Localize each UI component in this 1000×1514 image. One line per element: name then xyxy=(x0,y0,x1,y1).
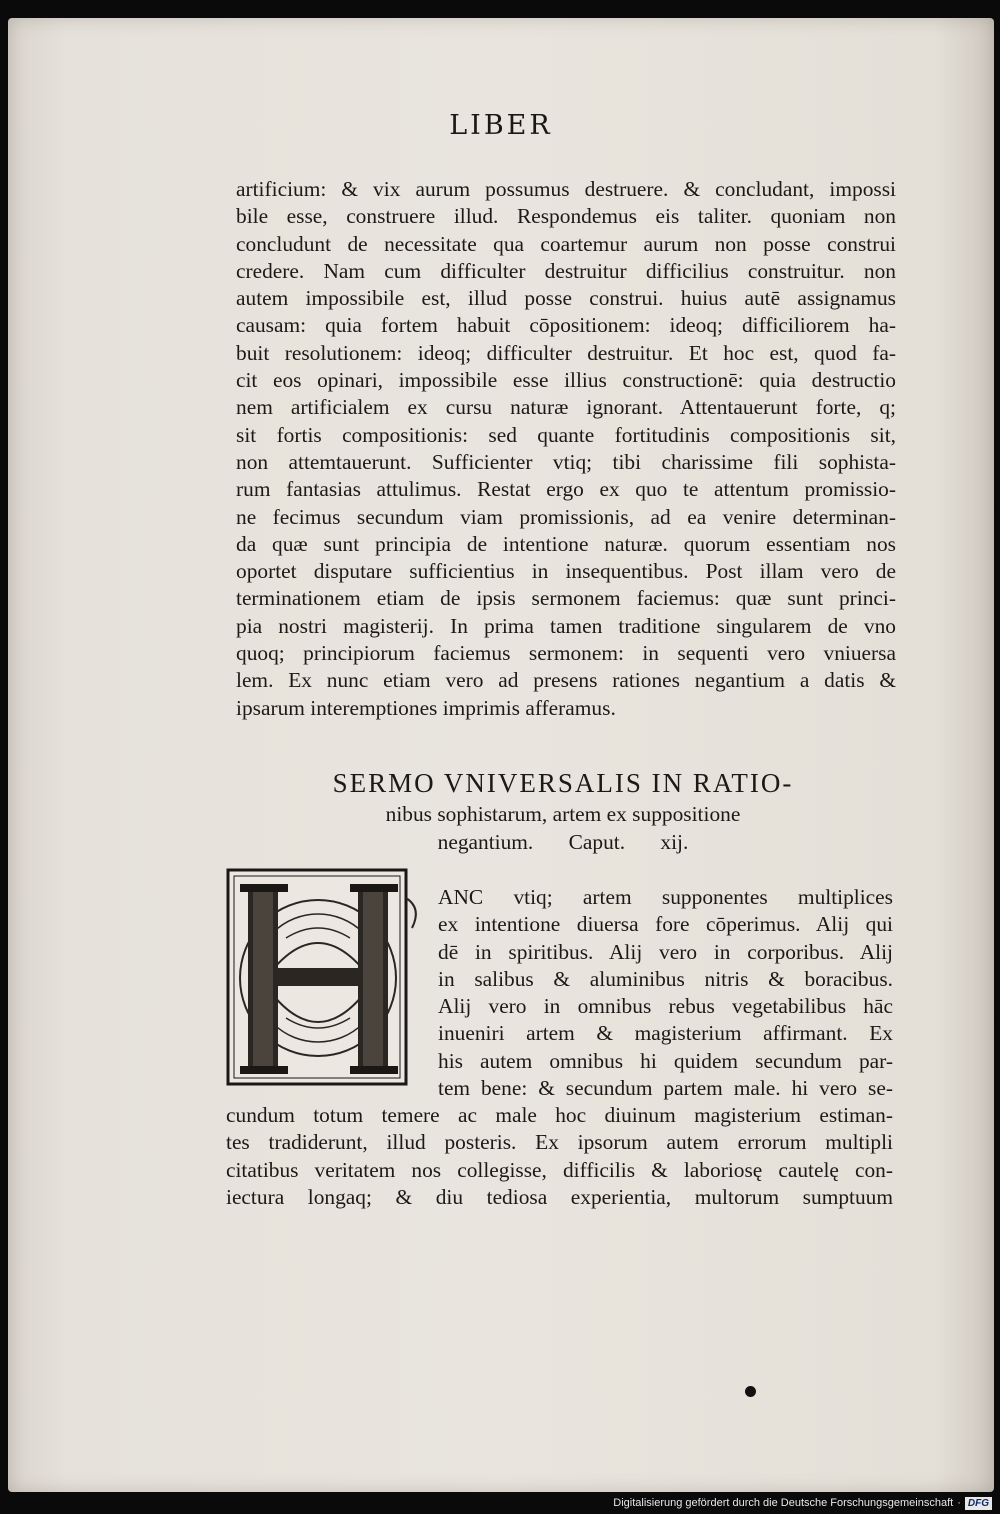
body-line: ANC vtiq; artem supponentes multiplices xyxy=(438,885,893,909)
body-line: bile esse, construere illud. Respondemus eis taliter. quoniam non xyxy=(236,204,896,229)
body-line: terminationem etiam de ipsis sermonem faciemus: quæ sunt princi- xyxy=(236,586,896,611)
body-line: inueniri artem & magisterium affirmant. Ex xyxy=(438,1021,893,1046)
body-line: sit fortis compositionis: sed quante fortitudinis compositionis sit, xyxy=(236,422,896,447)
body-line: non attemtauerunt. Sufficienter vtiq; tibi charissime fili sophista- xyxy=(236,449,896,474)
digitization-footer: Digitalisierung gefördert durch die Deutsche Forschungsgemeinschaft · DFG xyxy=(613,1494,992,1512)
body-line: ipsarum interemptiones imprimis afferamus. xyxy=(236,695,616,720)
body-line: tes tradiderunt, illud posteris. Ex ipsorum autem errorum multipli xyxy=(226,1130,893,1155)
body-line: da quæ sunt principia de intentione naturæ. quorum essentiam nos xyxy=(236,531,896,556)
ink-spot xyxy=(745,1386,756,1397)
body-line: ex intentione diuersa fore cōperimus. Alij qui xyxy=(438,912,893,937)
continued-text-block xyxy=(226,1102,893,1211)
body-line: dē in spiritibus. Alij vero in corporibus. Alij xyxy=(438,939,893,964)
body-line: cundum totum temere ac male hoc diuinum magisterium estiman- xyxy=(226,1103,893,1127)
body-line: citatibus veritatem nos collegisse, difficilis & laboriosę cautelę con- xyxy=(226,1157,893,1182)
body-line: oportet disputare sufficientius in insequentibus. Post illam vero de xyxy=(236,559,896,584)
dfg-logo-icon: DFG xyxy=(965,1497,992,1510)
book-page xyxy=(8,18,994,1492)
body-line: ne fecimus secundum viam promissionis, ad ea venire determinan- xyxy=(236,504,896,529)
chapter-heading-line: nibus sophistarum, artem ex suppositione xyxy=(385,802,741,826)
body-line: quoq; principiorum faciemus sermonem: in sequenti vero vniuersa xyxy=(236,641,896,666)
body-line: tem bene: & secundum partem male. hi vero se- xyxy=(438,1076,893,1101)
decorated-initial-h xyxy=(226,868,431,1098)
chapter-heading-line: negantium. Caput. xij. xyxy=(437,830,689,854)
woodcut-initial-icon xyxy=(226,868,431,1098)
running-head: LIBER xyxy=(449,110,553,141)
chapter-heading xyxy=(218,766,908,856)
body-line: pia nostri magisterij. In prima tamen traditione singularem de vno xyxy=(236,613,896,638)
footer-credit: Digitalisierung gefördert durch die Deutsche Forschungsgemeinschaft xyxy=(613,1497,954,1509)
body-line: nem artificialem ex cursu naturæ ignorant. Attentauerunt forte, q; xyxy=(236,395,896,420)
body-line: lem. Ex nunc etiam vero ad presens rationes negantium a datis & xyxy=(236,668,896,693)
body-text-block xyxy=(236,176,896,722)
body-line: causam: quia fortem habuit cōpositionem: ideoq; difficiliorem ha- xyxy=(236,313,896,338)
body-line: buit resolutionem: ideoq; difficulter destruitur. Et hoc est, quod fa- xyxy=(236,340,896,365)
body-line: credere. Nam cum difficulter destruitur difficilius construitur. non xyxy=(236,258,896,283)
body-line: autem impossibile est, illud posse construi. huius autē assignamus xyxy=(236,286,896,311)
chapter-heading-line: SERMO VNIVERSALIS IN RATIO- xyxy=(332,768,794,798)
body-line: artificium: & vix aurum possumus destruere. & concludant, impossi xyxy=(236,177,896,201)
body-line: Alij vero in omnibus rebus vegetabilibus hāc xyxy=(438,994,893,1019)
body-line: iectura longaq; & diu tediosa experientia, multorum sumptuum xyxy=(226,1184,893,1209)
body-line: concludunt de necessitate qua coartemur aurum non posse construi xyxy=(236,231,896,256)
body-line: rum fantasias attulimus. Restat ergo ex quo te attentum promissio- xyxy=(236,477,896,502)
body-line: his autem omnibus hi quidem secundum par- xyxy=(438,1048,893,1073)
indented-text-block xyxy=(438,884,893,1102)
body-line: cit eos opinari, impossibile esse illius constructionē: quia destructio xyxy=(236,368,896,393)
body-line: in salibus & aluminibus nitris & boracibus. xyxy=(438,966,893,991)
